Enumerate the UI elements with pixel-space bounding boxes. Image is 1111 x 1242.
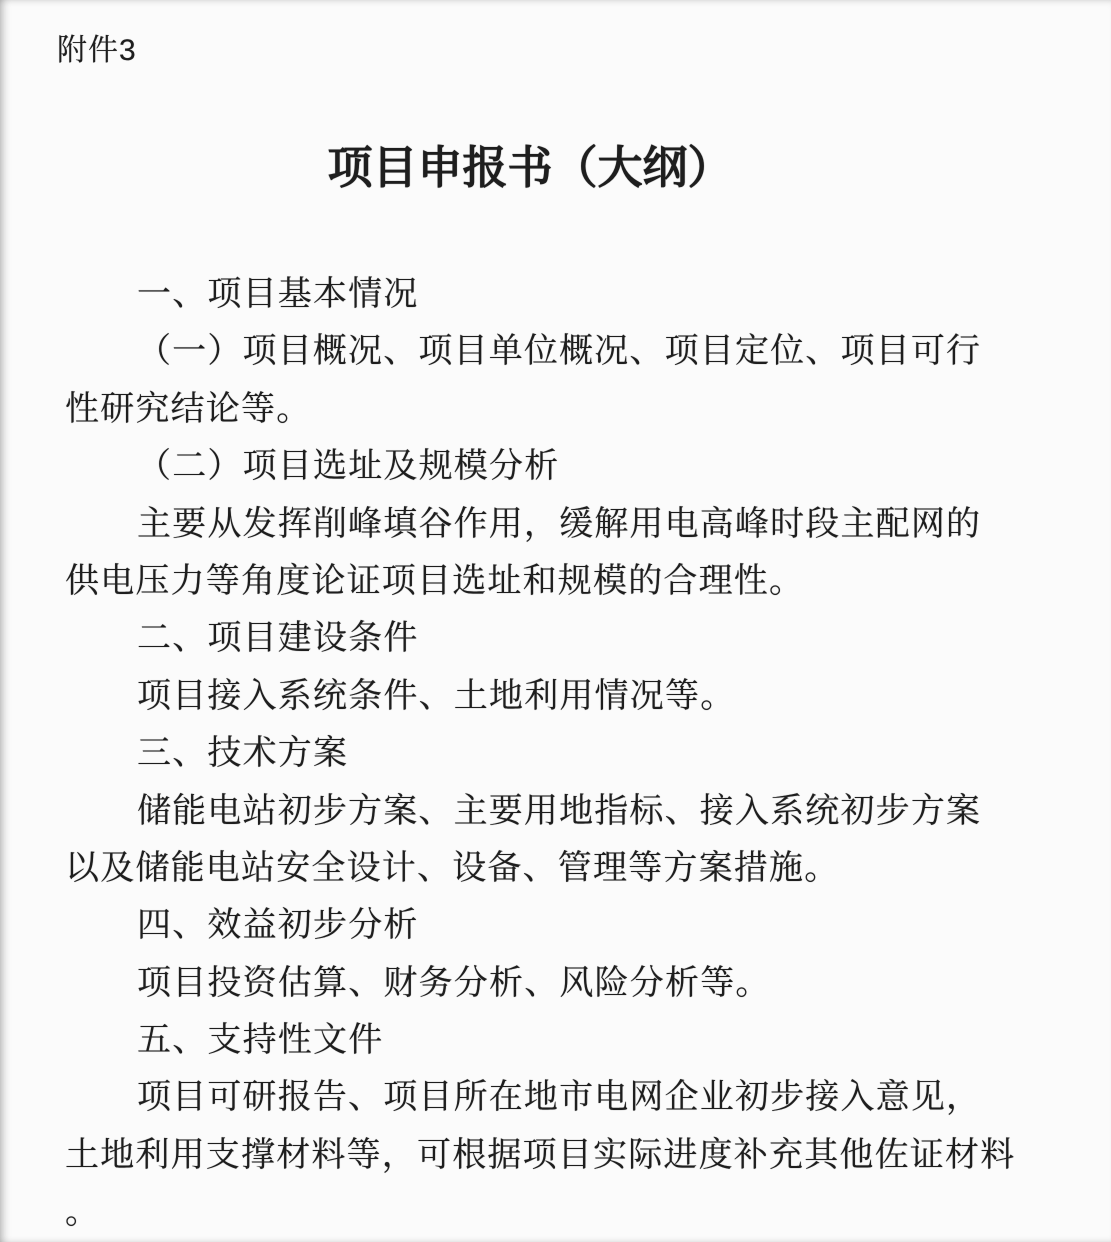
page-title: 项目申报书（大纲） — [327, 142, 733, 193]
document-line: 项目投资估算、财务分析、风险分析等。 — [137, 963, 771, 1002]
document-line: （二）项目选址及规模分析 — [137, 447, 560, 486]
document-line: 二、项目建设条件 — [137, 619, 419, 658]
document-line: 五、支持性文件 — [137, 1021, 384, 1060]
document-line: 一、项目基本情况 — [137, 275, 419, 313]
document-body — [65, 276, 1045, 1242]
document-line: 项目可研报告、项目所在地市电网企业初步接入意见， — [137, 1078, 980, 1117]
document-line: 供电压力等角度论证项目选址和规模的合理性。 — [65, 561, 805, 600]
document-line: 项目接入系统条件、土地利用情况等。 — [137, 676, 736, 715]
document-line: （一）项目概况、项目单位概况、项目定位、项目可行 — [137, 332, 980, 371]
document-line: 四、效益初步分析 — [137, 906, 419, 945]
document-line: 三、技术方案 — [137, 734, 349, 773]
document-line: 。 — [65, 1193, 101, 1232]
document-line: 土地利用支撑材料等，可根据项目实际进度补充其他佐证材料 — [65, 1135, 1016, 1174]
attachment-label: 附件3 — [57, 34, 137, 67]
document-line: 主要从发挥削峰填谷作用，缓解用电高峰时段主配网的 — [137, 504, 980, 543]
document-line: 性研究结论等。 — [65, 389, 312, 428]
document-line: 以及储能电站安全设计、设备、管理等方案措施。 — [65, 848, 840, 887]
document-line: 储能电站初步方案、主要用地指标、接入系统初步方案 — [137, 791, 980, 830]
